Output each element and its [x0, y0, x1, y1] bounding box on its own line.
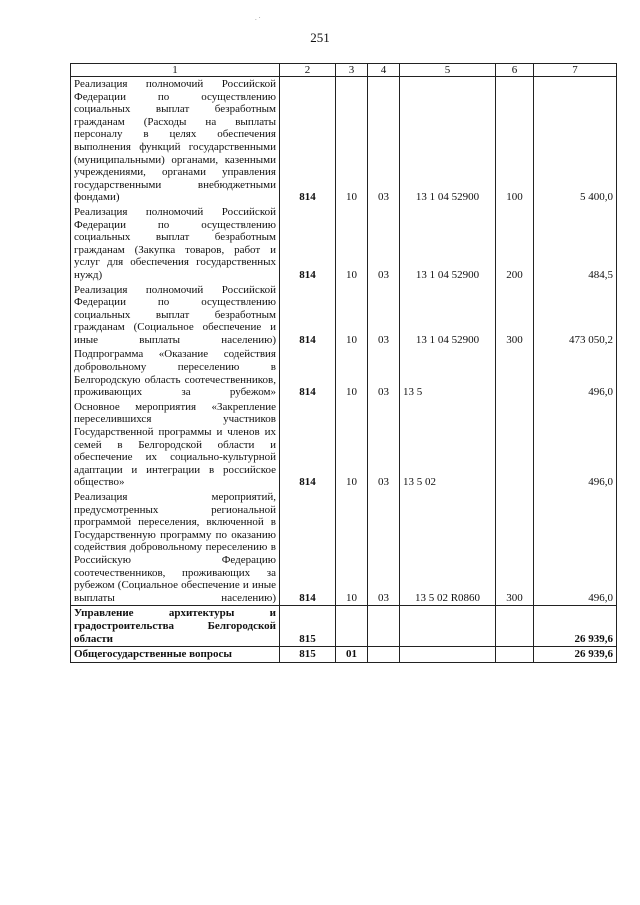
section-code: 10 — [336, 77, 368, 205]
target-article-code: 13 5 02 — [400, 400, 496, 490]
target-article-code: 13 5 02 R0860 — [400, 490, 496, 606]
grbs-code: 814 — [280, 283, 336, 348]
target-article-code: 13 1 04 52900 — [400, 205, 496, 283]
page-number: 251 — [310, 30, 330, 45]
grbs-code: 814 — [280, 347, 336, 399]
amount: 484,5 — [534, 205, 617, 283]
grbs-code: 814 — [280, 400, 336, 490]
item-name: Реализация полномочий Российской Федерации по осуществлению социальных выплат безработным гражданам (Социальное обеспечение и иные выплаты населению) — [71, 283, 280, 348]
expense-type-code: 300 — [496, 283, 534, 348]
subsection-code: 03 — [368, 77, 400, 205]
section-code: 10 — [336, 283, 368, 348]
item-name: Реализация мероприятий, предусмотренных региональной программой переселения, включенной в Государственную программу по оказанию содействия добровольному переселению в Российскую Федерацию соотечественников, проживающих за рубежом (Социальное обеспечение и иные выплаты населению) — [71, 490, 280, 606]
header-cell: 4 — [368, 64, 400, 77]
target-article-code — [400, 606, 496, 647]
table-row — [71, 400, 617, 490]
item-name: Реализация полномочий Российской Федерации по осуществлению социальных выплат безработным гражданам (Расходы на выплаты персоналу в целях обеспечения выполнения функций государственными (муниципальными) органами, казенными учреждениями, органами управления государственными внебюджетными фондами) — [71, 77, 280, 205]
amount: 26 939,6 — [534, 606, 617, 647]
target-article-code: 13 5 — [400, 347, 496, 399]
table-row — [71, 606, 617, 647]
grbs-code: 815 — [280, 647, 336, 663]
expense-type-code — [496, 647, 534, 663]
amount: 496,0 — [534, 490, 617, 606]
expense-type-code — [496, 347, 534, 399]
section-code: 10 — [336, 400, 368, 490]
header-cell: 7 — [534, 64, 617, 77]
subsection-code — [368, 606, 400, 647]
grbs-code: 814 — [280, 490, 336, 606]
item-name: Подпрограмма «Оказание содействия добровольному переселению в Белгородскую область соотечественников, проживающих за рубежом» — [71, 347, 280, 399]
subsection-code: 03 — [368, 205, 400, 283]
scan-marks: . · — [255, 14, 261, 22]
section-code: 10 — [336, 205, 368, 283]
grbs-code: 815 — [280, 606, 336, 647]
expense-type-code — [496, 606, 534, 647]
target-article-code — [400, 647, 496, 663]
section-code — [336, 606, 368, 647]
amount: 5 400,0 — [534, 77, 617, 205]
header-cell: 1 — [71, 64, 280, 77]
expense-type-code: 300 — [496, 490, 534, 606]
table-row — [71, 347, 617, 399]
item-name: Управление архитектуры и градостроительства Белгородской области — [71, 606, 280, 647]
subsection-code: 03 — [368, 347, 400, 399]
section-code: 01 — [336, 647, 368, 663]
header-cell: 2 — [280, 64, 336, 77]
grbs-code: 814 — [280, 205, 336, 283]
subsection-code — [368, 647, 400, 663]
item-name: Общегосударственные вопросы — [71, 647, 280, 663]
target-article-code: 13 1 04 52900 — [400, 283, 496, 348]
section-code: 10 — [336, 347, 368, 399]
expense-type-code: 200 — [496, 205, 534, 283]
amount: 26 939,6 — [534, 647, 617, 663]
amount: 496,0 — [534, 400, 617, 490]
item-name: Основное мероприятия «Закрепление переселившихся участников Государственной программы и членов их семей в Белгородской области и обеспечение их социально-культурной адаптации и интеграции в российское общество» — [71, 400, 280, 490]
budget-table — [70, 63, 617, 663]
subsection-code: 03 — [368, 400, 400, 490]
table-row — [71, 77, 617, 205]
table-row — [71, 490, 617, 606]
grbs-code: 814 — [280, 77, 336, 205]
subsection-code: 03 — [368, 283, 400, 348]
table-row — [71, 205, 617, 283]
header-cell: 6 — [496, 64, 534, 77]
table-row — [71, 283, 617, 348]
target-article-code: 13 1 04 52900 — [400, 77, 496, 205]
table-row — [71, 647, 617, 663]
expense-type-code: 100 — [496, 77, 534, 205]
amount: 473 050,2 — [534, 283, 617, 348]
expense-type-code — [496, 400, 534, 490]
header-row — [71, 64, 617, 77]
subsection-code: 03 — [368, 490, 400, 606]
item-name: Реализация полномочий Российской Федерации по осуществлению социальных выплат безработным гражданам (Закупка товаров, работ и услуг для обеспечения государственных нужд) — [71, 205, 280, 283]
amount: 496,0 — [534, 347, 617, 399]
header-cell: 3 — [336, 64, 368, 77]
section-code: 10 — [336, 490, 368, 606]
header-cell: 5 — [400, 64, 496, 77]
